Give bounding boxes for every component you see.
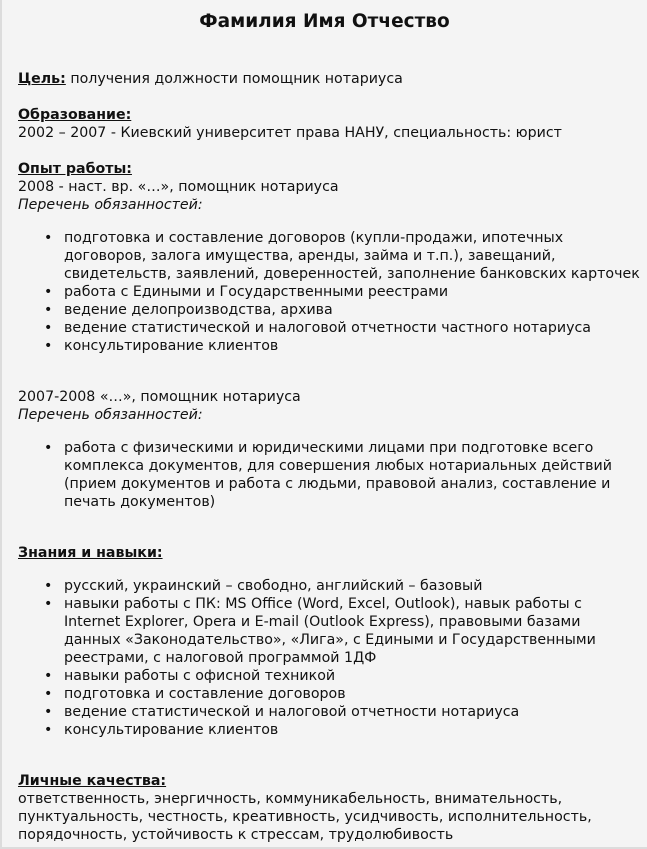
list-item (18, 301, 647, 319)
list-item-line: Internet Explorer, Opera и E-mail (Outlook Express), правовыми базами (64, 614, 581, 630)
list-item-line: • навыки работы с офисной техникой (64, 668, 336, 684)
list-item (18, 337, 647, 355)
list-item (18, 595, 638, 667)
list-item-line: • подготовка и составление договоров (64, 686, 346, 702)
list-item-line: реестрами, с налоговой программой 1ДФ (64, 650, 377, 666)
job-2-period: 2007-2008 «…», помощник нотариуса (18, 389, 301, 405)
skills-list (18, 577, 638, 739)
list-item-line: • ведение статистической и налоговой отчетности частного нотариуса (64, 320, 591, 336)
list-item (18, 283, 647, 301)
list-item-line: свидетельств, заявлений, доверенностей, заполнение банковских карточек (64, 266, 640, 282)
list-item (18, 667, 638, 685)
job-1-period: 2008 - наст. вр. «…», помощник нотариуса (18, 179, 339, 195)
education-text: 2002 – 2007 - Киевский университет права НАНУ, специальность: юрист (18, 125, 562, 141)
list-item-line: печать документов) (64, 494, 216, 510)
personal-line: пунктуальность, честность, креативность, усидчивость, исполнительность, (18, 809, 592, 825)
goal-heading: Цель: (18, 71, 66, 87)
job-1-duties-list (18, 229, 647, 355)
personal-line: ответственность, энергичность, коммуникабельность, внимательность, (18, 791, 563, 807)
list-item-line: • консультирование клиентов (64, 722, 279, 738)
list-item (18, 577, 638, 595)
education-heading: Образование: (18, 107, 132, 123)
list-item-line: данных «Законодательство», «Лига», с Едиными и Государственными (64, 632, 596, 648)
personal-line: порядочность, устойчивость к стрессам, трудолюбивость (18, 827, 454, 843)
list-item (18, 703, 638, 721)
personal-heading: Личные качества: (18, 773, 167, 789)
list-item-line: (прием документов и работа с людьми, правовой анализ, составление и (64, 476, 611, 492)
list-item-line: • работа с Едиными и Государственными реестрами (64, 284, 449, 300)
list-item (18, 721, 638, 739)
list-item-line: • ведение делопроизводства, архива (64, 302, 333, 318)
list-item (18, 439, 638, 511)
goal-section (18, 70, 403, 88)
list-item (18, 685, 638, 703)
list-item-line: • работа с физическими и юридическими лицами при подготовке всего (64, 440, 594, 456)
skills-heading: Знания и навыки: (18, 545, 163, 561)
page-title: Фамилия Имя Отчество (199, 11, 450, 32)
list-item (18, 229, 647, 283)
goal-text: получения должности помощник нотариуса (65, 71, 403, 87)
experience-heading: Опыт работы: (18, 161, 132, 177)
job-2-duties-label: Перечень обязанностей: (18, 407, 203, 423)
list-item-line: • подготовка и составление договоров (купли-продажи, ипотечных (64, 230, 564, 246)
list-item-line: • навыки работы с ПК: MS Office (Word, Excel, Outlook), навык работы с (64, 596, 582, 612)
list-item (18, 319, 647, 337)
job-1-duties-label: Перечень обязанностей: (18, 197, 203, 213)
list-item-line: комплекса документов, для совершения любых нотариальных действий (64, 458, 612, 474)
list-item-line: • ведение статистической и налоговой отчетности нотариуса (64, 704, 520, 720)
list-item-line: договоров, залога имущества, аренды, займа и т.п.), завещаний, (64, 248, 556, 264)
list-item-line: • русский, украинский – свободно, английский – базовый (64, 578, 483, 594)
job-2-duties-list (18, 439, 638, 511)
list-item-line: • консультирование клиентов (64, 338, 279, 354)
